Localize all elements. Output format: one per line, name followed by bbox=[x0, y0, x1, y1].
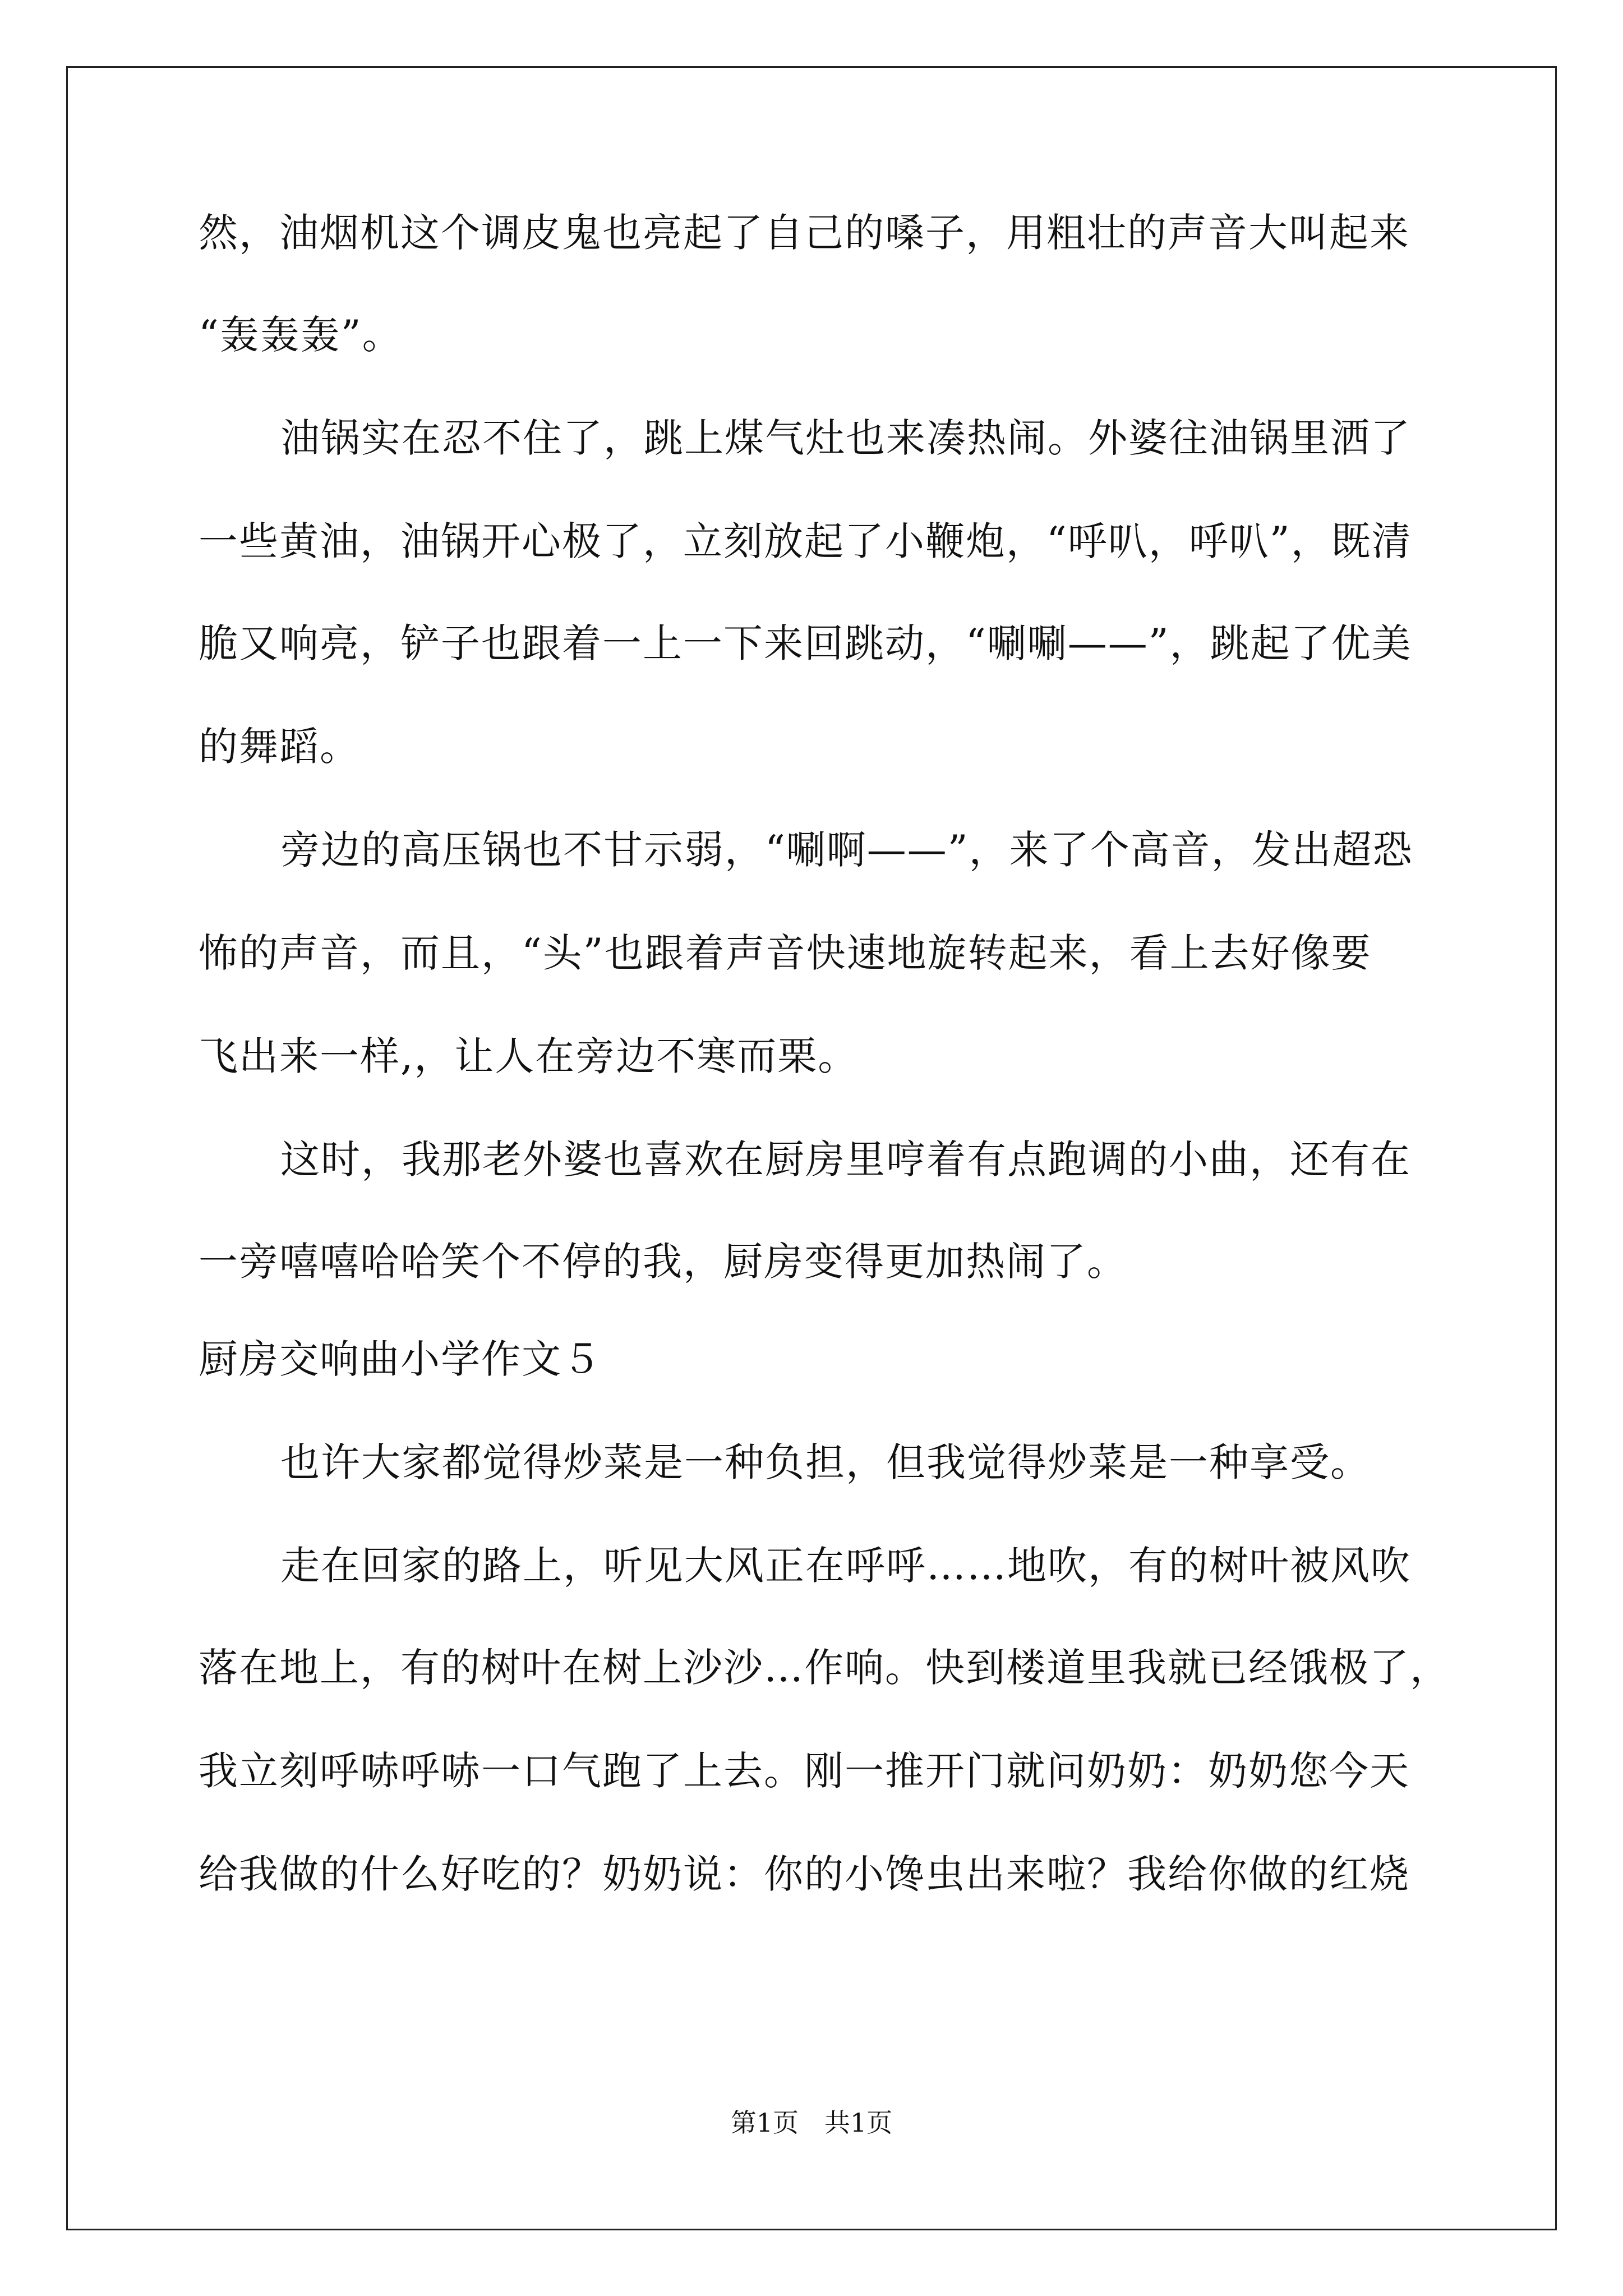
text-line: 给我做的什么好吃的？奶奶说：你的小馋虫出来啦？我给你做的红烧 bbox=[199, 1851, 1410, 1897]
text-line: 然，油烟机这个调皮鬼也亮起了自己的嗓子，用粗壮的声音大叫起来 bbox=[199, 210, 1410, 256]
text-line: 脆又响亮，铲子也跟着一上一下来回跳动，“唰唰——”，跳起了优美 bbox=[199, 620, 1412, 666]
text-line: 飞出来一样,，让人在旁边不寒而栗。 bbox=[199, 1033, 859, 1079]
text-line: 也许大家都觉得炒菜是一种负担，但我觉得炒菜是一种享受。 bbox=[280, 1439, 1371, 1485]
section-heading: 厨房交响曲小学作文５ bbox=[199, 1336, 602, 1382]
text-line: 的舞蹈。 bbox=[199, 724, 360, 770]
text-line: 我立刻呼哧呼哧一口气跑了上去。刚一推开门就问奶奶：奶奶您今天 bbox=[199, 1748, 1410, 1794]
text-line: 怖的声音，而且，“头”也跟着声音快速地旋转起来，看上去好像要 bbox=[199, 930, 1372, 976]
text-line: 旁边的高压锅也不甘示弱，“唰啊——”，来了个高音，发出超恐 bbox=[280, 827, 1413, 873]
text-line: 一些黄油，油锅开心极了，立刻放起了小鞭炮，“呼叭，呼叭”，既清 bbox=[199, 518, 1412, 564]
text-line: 落在地上，有的树叶在树上沙沙…作响。快到楼道里我就已经饿极了， bbox=[199, 1645, 1450, 1691]
page-footer: 第1页 共1页 bbox=[730, 2108, 893, 2138]
text-line: “轰轰轰”。 bbox=[199, 312, 403, 358]
text-line: 油锅实在忍不住了，跳上煤气灶也来凑热闹。外婆往油锅里洒了 bbox=[280, 415, 1411, 461]
text-line: 一旁嘻嘻哈哈笑个不停的我，厨房变得更加热闹了。 bbox=[199, 1239, 1127, 1285]
text-line: 这时，我那老外婆也喜欢在厨房里哼着有点跑调的小曲，还有在 bbox=[280, 1137, 1411, 1182]
text-line: 走在回家的路上，听见大风正在呼呼……地吹，有的树叶被风吹 bbox=[280, 1543, 1411, 1589]
